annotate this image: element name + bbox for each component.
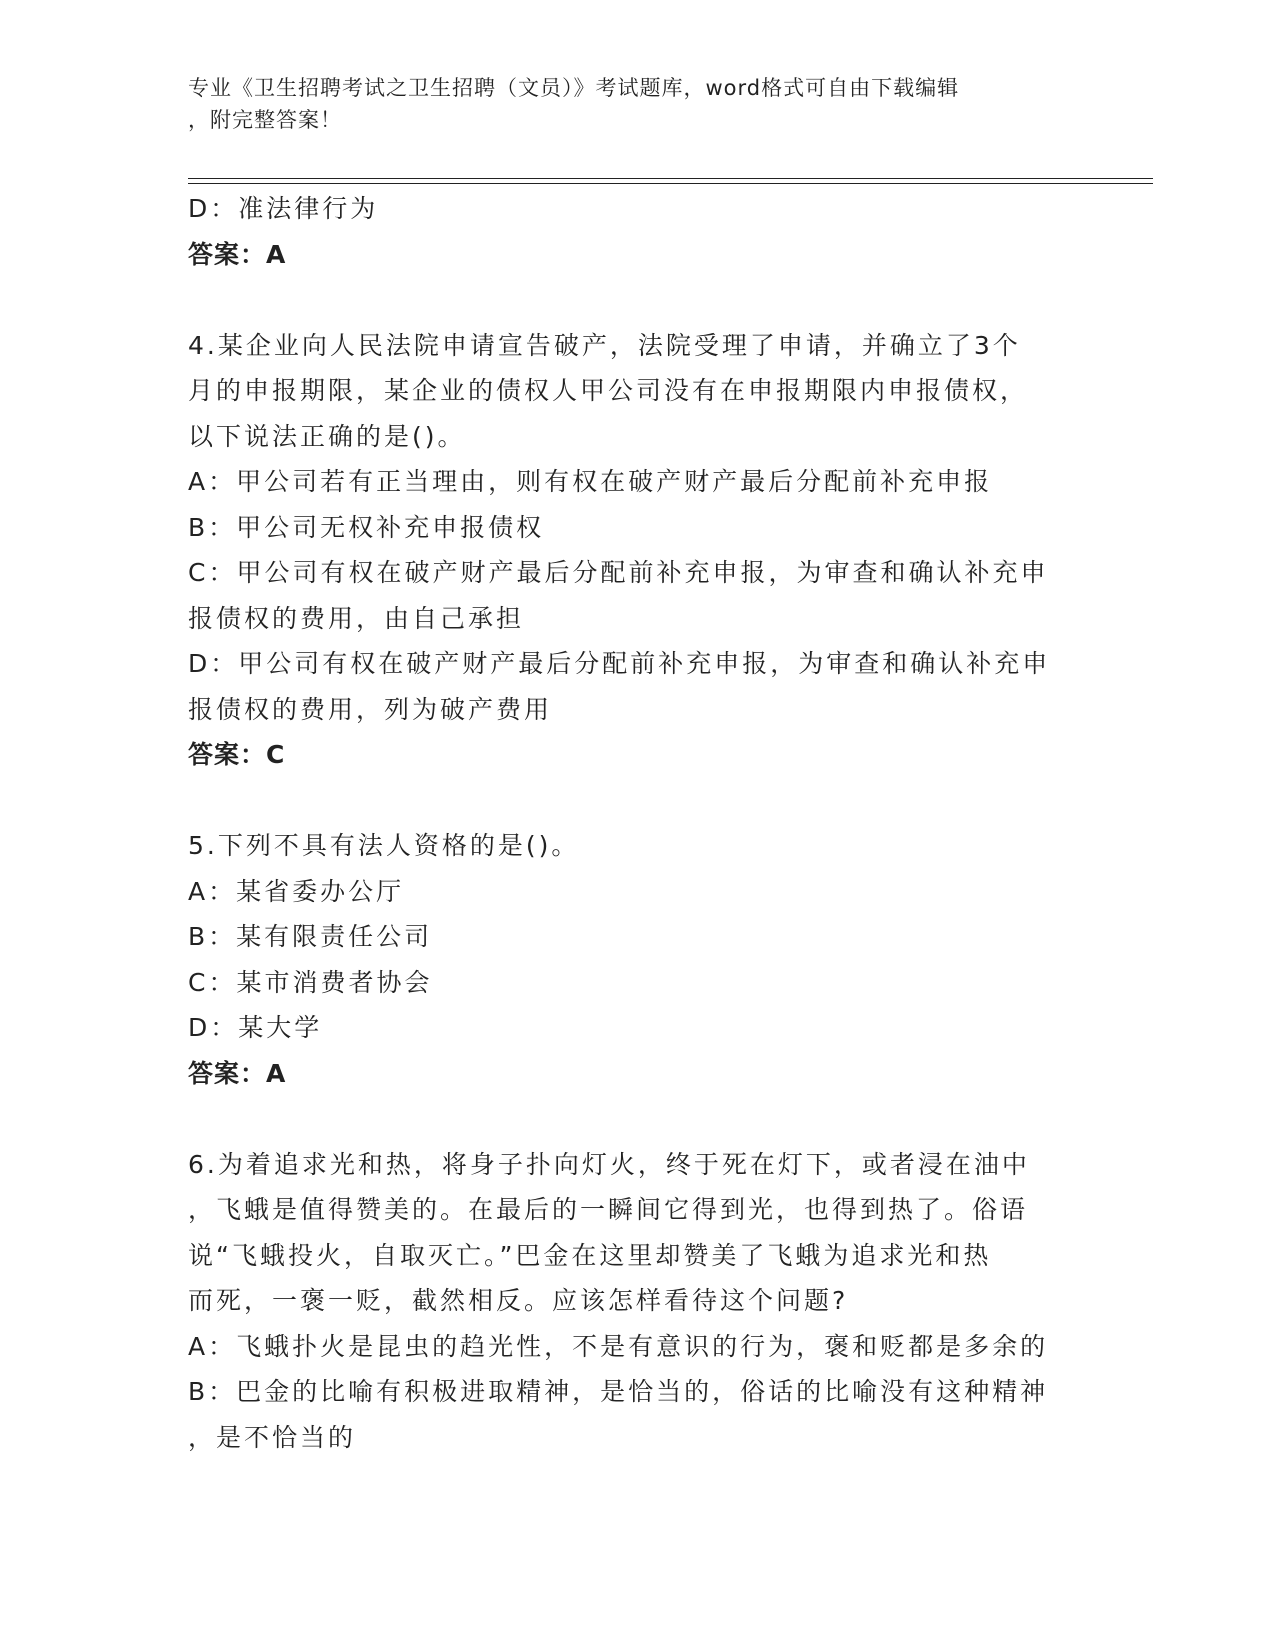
question-5-option-d: D：某大学 [188, 1013, 323, 1042]
question-5-stem-line: 5.下列不具有法人资格的是()。 [188, 831, 580, 860]
spacer [188, 1096, 1088, 1142]
question-6-stem-line: 说“飞蛾投火，自取灭亡。”巴金在这里却赞美了飞蛾为追求光和热 [188, 1240, 992, 1270]
page-header [188, 72, 1068, 136]
header-line-1: 专业《卫生招聘考试之卫生招聘（文员）》考试题库，word格式可自由下载编辑 [188, 76, 960, 100]
option-d-previous: D：准法律行为 [188, 194, 379, 223]
document-body [188, 186, 1088, 1460]
question-6-option-b-continued: ，是不恰当的 [188, 1422, 357, 1452]
header-divider-bottom [188, 183, 1153, 184]
question-6-stem-line: 而死，一褒一贬，截然相反。应该怎样看待这个问题? [188, 1286, 849, 1315]
question-6-stem-line: ，飞蛾是值得赞美的。在最后的一瞬间它得到光，也得到热了。俗语 [188, 1195, 1029, 1224]
question-4-option-d: D：甲公司有权在破产财产最后分配前补充申报，为审查和确认补充申 [188, 649, 1051, 678]
question-5-option-c: C：某市消费者协会 [188, 967, 433, 997]
question-4-option-b: B：甲公司无权补充申报债权 [188, 512, 545, 542]
question-6-option-a: A：飞蛾扑火是昆虫的趋光性，不是有意识的行为，褒和贬都是多余的 [188, 1331, 1049, 1361]
question-4-answer: 答案：C [188, 740, 286, 769]
question-6-stem-line: 6.为着追求光和热，将身子扑向灯火，终于死在灯下，或者浸在油中 [188, 1149, 1030, 1179]
question-4-stem-line: 4.某企业向人民法院申请宣告破产，法院受理了申请，并确立了3个 [188, 330, 1021, 360]
question-4-option-a: A：甲公司若有正当理由，则有权在破产财产最后分配前补充申报 [188, 467, 993, 496]
question-6-option-b: B：巴金的比喻有积极进取精神，是恰当的，俗话的比喻没有这种精神 [188, 1377, 1049, 1406]
question-4-stem-line: 月的申报期限，某企业的债权人甲公司没有在申报期限内申报债权， [188, 376, 1029, 405]
answer-previous: 答案：A [188, 239, 287, 269]
header-divider-top [188, 178, 1153, 179]
spacer [188, 778, 1088, 824]
spacer [188, 277, 1088, 323]
question-5-option-b: B：某有限责任公司 [188, 922, 433, 951]
question-5-option-a: A：某省委办公厅 [188, 876, 405, 906]
question-4-option-d-continued: 报债权的费用，列为破产费用 [188, 694, 553, 724]
question-4-option-c-continued: 报债权的费用，由自己承担 [188, 603, 525, 633]
question-4-option-c: C：甲公司有权在破产财产最后分配前补充申报，为审查和确认补充申 [188, 558, 1049, 587]
question-4-stem-line: 以下说法正确的是()。 [188, 421, 466, 451]
question-5-answer: 答案：A [188, 1058, 287, 1088]
header-line-2: ，附完整答案！ [188, 108, 342, 132]
